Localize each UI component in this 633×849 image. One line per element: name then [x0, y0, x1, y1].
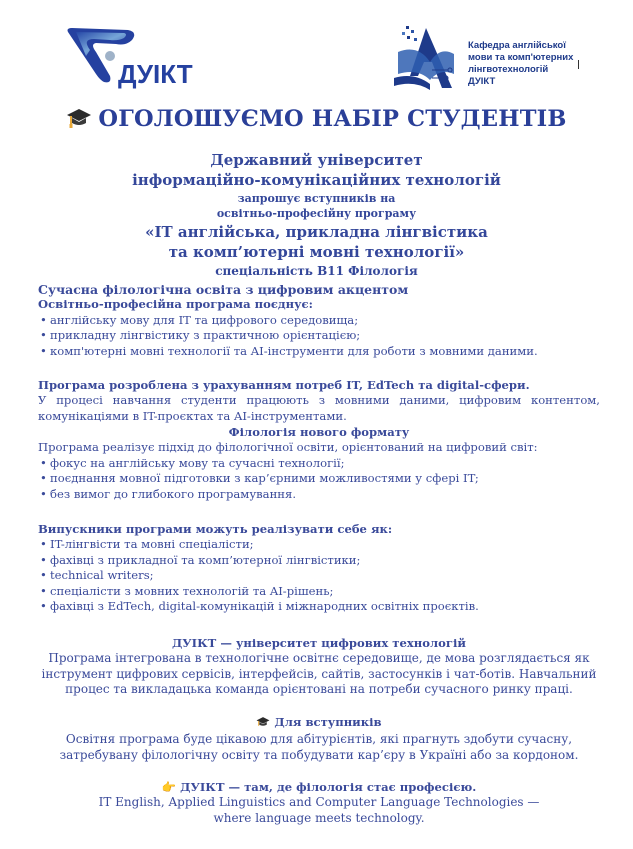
- list-item: • IT-лінгвісти та мовні спеціалісти;: [38, 537, 600, 552]
- pointing-hand-icon: 👉: [161, 780, 177, 794]
- section-title: Сучасна філологічна освіта з цифровим акцентом: [38, 282, 409, 297]
- section-it-needs: [38, 378, 600, 424]
- section-title: [38, 715, 600, 732]
- list-item: • без вимог до глибокого програмування.: [38, 487, 600, 502]
- dept-line: ДУІКТ: [468, 76, 496, 87]
- list-item: • спеціалісти з мовних технологій та AI-рішень;: [38, 584, 600, 599]
- section-title: ДУІКТ — університет цифрових технологій: [171, 636, 467, 650]
- list-item: • фокус на англійську мову та сучасні технології;: [38, 456, 600, 471]
- section-applicants: [38, 715, 600, 763]
- intro-line: Державний університет: [210, 151, 423, 169]
- english-tagline: IT English, Applied Linguistics and Computer Language Technologies —: [98, 795, 540, 810]
- section-title-text: Для вступників: [274, 715, 382, 729]
- section-text: Програма інтегрована в технологічне освітнє середовище, де мова розглядається як інструмент цифрових сервісів, інтерфейсів, сайтів, застосунків і чат-ботів. Навчальний процес та викладацька команда орієнтовані на потреби сучасного ринку праці.: [41, 651, 597, 697]
- intro-line: та комп’ютерні мовні технології»: [168, 243, 465, 261]
- headline-text: ОГОЛОШУЄМО НАБІР СТУДЕНТІВ: [98, 106, 567, 132]
- list-item: • фахівці з прикладної та комп’ютерної лінгвістики;: [38, 553, 600, 568]
- divider: [578, 60, 579, 69]
- graduation-cap-icon: [66, 107, 92, 135]
- section-title: Програма розроблена з урахуванням потреб IT, EdTech та digital-сфери.: [38, 378, 530, 392]
- list-item: • англійську мову для IT та цифрового середовища;: [38, 313, 600, 328]
- slogan-text: ДУІКТ — там, де філологія стає професією.: [180, 780, 477, 794]
- intro-line: освітньо-професійну програму: [216, 207, 417, 220]
- program-name: [0, 222, 633, 262]
- intro-line: «IT англійська, прикладна лінгвістика: [145, 223, 488, 241]
- program-features-list: [38, 313, 600, 359]
- department-logo: [388, 22, 598, 98]
- section-text: У процесі навчання студенти працюють з мовними даними, цифровим контентом, комунікаціями в IT-проєктах та AI-інструментами.: [38, 393, 600, 423]
- list-item: • комп'ютерні мовні технології та AI-інструменти для роботи з мовними даними.: [38, 344, 600, 359]
- section-new-format: [38, 425, 600, 502]
- section-subtitle: Освітньо-професійна програма поєднує:: [38, 297, 313, 312]
- intro-line: запрошує вступників на: [237, 192, 396, 205]
- dept-line: мови та комп'ютерних: [468, 52, 574, 63]
- department-name: [468, 40, 573, 88]
- duikt-logo: [66, 26, 216, 90]
- dept-line: Кафедра англійської: [468, 40, 566, 51]
- section-title: Випускники програми можуть реалізувати себе як:: [38, 522, 393, 536]
- section-text: Програма реалізує підхід до філологічної освіти, орієнтований на цифровий світ:: [38, 440, 538, 455]
- university-name: [0, 150, 633, 190]
- section-graduates: [38, 522, 600, 614]
- list-item: • technical writers;: [38, 568, 600, 583]
- careers-list: [38, 537, 600, 614]
- page-title: [0, 106, 633, 135]
- list-item: • фахівці з EdTech, digital-комунікацій і міжнародних освітніх проєктів.: [38, 599, 600, 614]
- dept-line: лінгвотехнологій: [468, 64, 549, 75]
- slogan: [38, 780, 600, 795]
- graduation-cap-icon: [256, 716, 270, 732]
- specialty: спеціальність В11 Філологія: [215, 264, 418, 278]
- english-tagline: where language meets technology.: [213, 810, 425, 825]
- section-text: Освітня програма буде цікавою для абітурієнтів, які прагнуть здобути сучасну, затребувану філологічну освіту та побудувати кар’єру в Україні або за кордоном.: [59, 732, 579, 762]
- intro-line: інформаційно-комунікаційних технологій: [132, 171, 501, 189]
- footer: [38, 780, 600, 826]
- list-item: • поєднання мовної підготовки з кар’єрними можливостями у сфері IT;: [38, 471, 600, 486]
- section-title: Філологія нового формату: [228, 425, 410, 439]
- invitation: [0, 191, 633, 221]
- list-item: • прикладну лінгвістику з практичною орієнтацією;: [38, 328, 600, 343]
- section-university: [38, 636, 600, 698]
- format-list: [38, 456, 600, 502]
- section-modern-philology: [38, 282, 600, 359]
- department-emblem-icon: [388, 22, 464, 98]
- logo-text: ДУІКТ: [118, 59, 193, 89]
